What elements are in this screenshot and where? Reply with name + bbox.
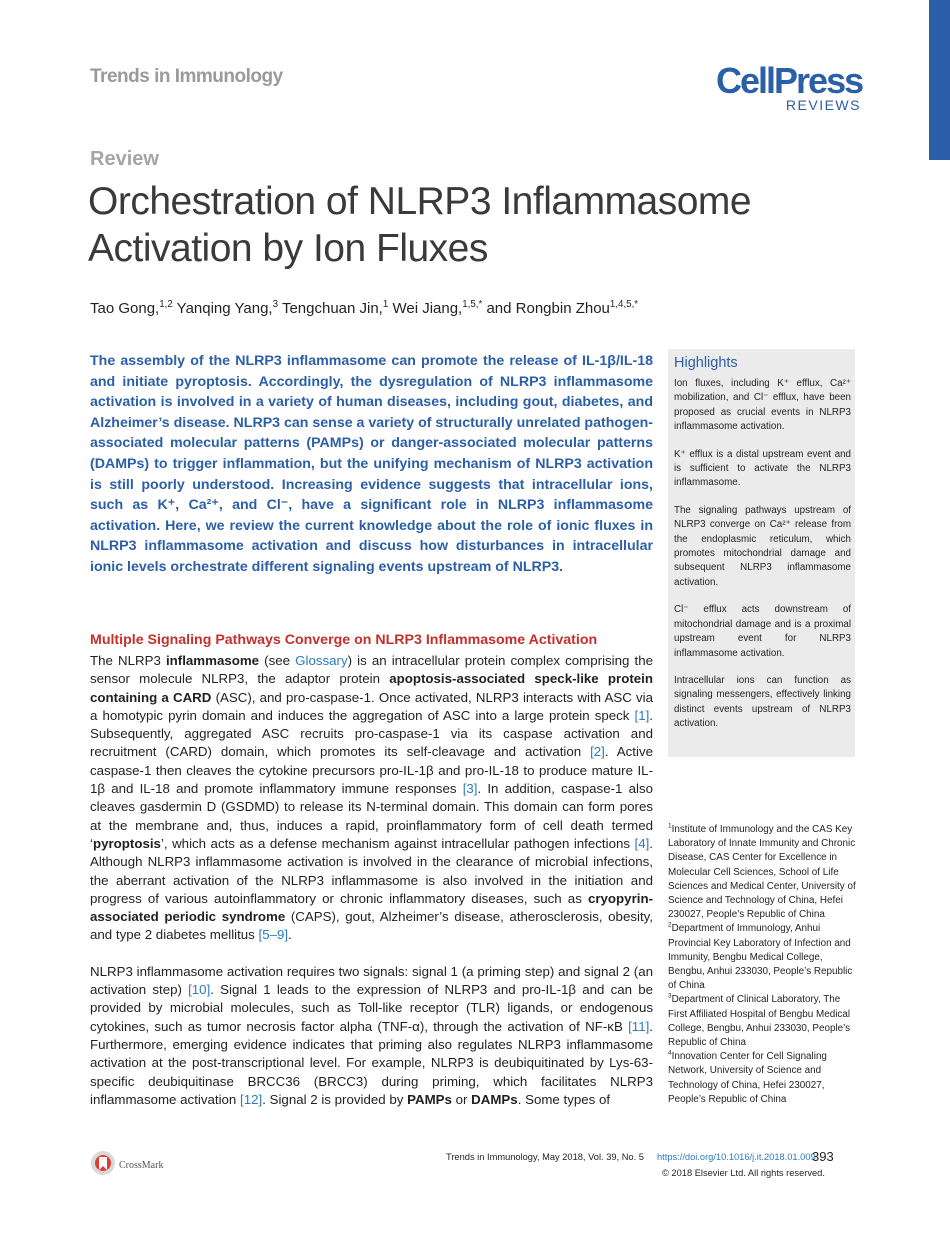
highlight-item: Intracellular ions can function as signaling messengers, effectively linking distinct events upstream of NLRP3 activation. [674,674,851,730]
reference-link[interactable]: [2] [590,744,605,760]
highlight-item: Cl⁻ efflux acts downstream of mitochondrial damage and is a proximal upstream event for NLRP3 inflammasome activation. [674,604,851,659]
author-affiliation-sup: 1,4,5,* [609,299,639,310]
section-heading: Multiple Signaling Pathways Converge on NLRP3 Inflammasome Activation [90,632,598,648]
glossary-term: cryopyrin-associated periodic syndrome [90,890,653,925]
reference-link[interactable]: [11] [628,1018,650,1034]
affiliation-sup: 3 [668,993,672,1001]
author-list [90,300,638,317]
article-type: Review [90,148,159,170]
author-affiliation-sup: 1,2 [159,299,173,310]
doi-link[interactable]: https://doi.org/10.1016/j.it.2018.01.009 [657,1152,816,1162]
reference-link[interactable]: [4] [634,835,650,851]
affiliation-item [668,922,862,993]
author: Tengchuan Jin, [278,300,383,317]
journal-citation: Trends in Immunology, May 2018, Vol. 39, No. 5 [446,1152,644,1162]
reference-link[interactable]: [3] [462,781,478,797]
reference-link[interactable]: [10] [188,982,211,998]
author: Yanqing Yang, [172,300,273,317]
journal-name: Trends in Immunology [90,66,283,87]
affiliation-sup: 4 [668,1049,672,1057]
body-text [90,652,653,1127]
reference-link[interactable]: [5–9] [258,927,289,943]
highlights-box [668,349,855,757]
crossmark-icon[interactable] [90,1150,116,1181]
page-number: 393 [812,1149,834,1164]
affiliation-item [668,993,862,1050]
author: Wei Jiang, [388,300,463,317]
affiliation-sup: 2 [668,922,672,930]
affiliation-text: Department of Clinical Laboratory, The First Affiliated Hospital of Bengbu Medical College, Bengbu, Anhui 233030, People’s Republic of China [668,994,851,1049]
logo-reviews-text: REVIEWS [785,97,861,113]
highlight-item: K⁺ efflux is a distal upstream event and is sufficient to activate the NLRP3 inflammasome. [674,448,851,489]
glossary-term: inflammasome [165,653,260,668]
affiliation-text: Innovation Center for Cell Signaling Network, University of Science and Technology of China, Hefei 230027, People’s Republic of China [668,1051,827,1105]
reference-link[interactable]: Glossary [295,653,348,668]
author-affiliation-sup: 1 [382,299,389,310]
glossary-term: pyroptosis [92,835,161,851]
glossary-term: PAMPs [407,1091,452,1107]
reference-link[interactable]: [1] [634,707,650,723]
body-paragraph-2: NLRP3 inflammasome activation requires two signals: signal 1 (a priming step) and signal 2 (an activation step) [10]. Signal 1 leads to the expression of NLRP3 and pro-IL-1β and can be provided by microbial molecules, such as Toll-like receptor (TLR) ligands, or endogenous cytokines, such as tumor necrosis factor alpha (TNF-α), through the activation of NF-κB [11]. Furthermore, emerging evidence indicates that priming also regulates NLRP3 inflammasome activation at the post-transcriptional level. For example, NLRP3 is deubiquitinated by Lys-63-specific deubiquitinase BRCC36 (BRCC3) during priming, which facilitates NLRP3 inflammasome activation [12]. Signal 2 is provided by PAMPs or DAMPs. Some types of [90,963,653,1107]
author-affiliation-sup: 1,5,* [462,299,483,310]
author: Tao Gong, [90,300,160,317]
highlights-title: Highlights [674,355,738,371]
crossmark-label[interactable]: CrossMark [119,1160,164,1171]
copyright-notice: © 2018 Elsevier Ltd. All rights reserved. [662,1168,825,1178]
cellpress-logo [716,60,863,113]
article-title: Orchestration of NLRP3 Inflammasome Activation by Ion Fluxes [88,180,752,270]
section-color-tab [929,0,950,160]
highlight-item: Ion fluxes, including K⁺ efflux, Ca²⁺ mobilization, and Cl⁻ efflux, have been proposed as crucial events in NLRP3 inflammasome activation. [674,378,851,433]
affiliation-item [668,1050,862,1107]
author: and Rongbin Zhou [482,300,610,317]
logo-cellpress-text: CellPress [716,60,863,101]
author-affiliation-sup: 3 [272,299,279,310]
highlight-item: The signaling pathways upstream of NLRP3 converge on Ca²⁺ release from the endoplasmic reticulum, which promotes mitochondrial damage and subsequent NLRP3 inflammasome activation. [674,504,851,588]
affiliation-sup: 1 [668,822,672,830]
affiliations [668,823,862,1107]
affiliation-item [668,823,862,922]
affiliation-text: Department of Immunology, Anhui Provincial Key Laboratory of Infection and Immunity, Bengbu Medical College, Bengbu, Anhui 233030, People’s Republic of China [668,923,853,992]
glossary-term: apoptosis-associated speck-like protein containing a CARD [90,671,653,705]
glossary-term: DAMPs [471,1091,518,1107]
affiliation-text: Institute of Immunology and the CAS Key Laboratory of Innate Immunity and Chronic Disease, CAS Center for Excellence in Molecular Cell Sciences, School of Life Sciences and Medical Center, University of Science and Technology of China, Hefei 230027, People’s Republic of China [668,824,856,921]
abstract: The assembly of the NLRP3 inflammasome can promote the release of IL-1β/IL-18 and initiate pyroptosis. Accordingly, the dysregulation of NLRP3 inflammasome activation is involved in a variety of human diseases, including gout, diabetes, and Alzheimer’s disease. NLRP3 can sense a variety of structurally unrelated pathogen-associated molecular patterns (PAMPs) or danger-associated molecular patterns (DAMPs) to trigger inflammation, but the unifying mechanism of NLRP3 activation is still poorly understood. Increasing evidence suggests that intracellular ions, such as K⁺, Ca²⁺, and Cl⁻, have a significant role in NLRP3 inflammasome activation. Here, we review the current knowledge about the role of ionic fluxes in NLRP3 inflammasome activation and discuss how disturbances in intracellular ionic levels orchestrate different signaling events upstream of NLRP3. [90,353,653,575]
reference-link[interactable]: [12] [240,1091,263,1107]
body-paragraph-1: The NLRP3 inflammasome (see Glossary) is an intracellular protein complex comprising the sensor molecule NLRP3, the adaptor protein apoptosis-associated speck-like protein containing a CARD (ASC), and pro-caspase-1. Once activated, NLRP3 interacts with ASC via a homotypic pyrin domain and induces the aggregation of ASC into a large protein speck [1]. Subsequently, aggregated ASC recruits pro-caspase-1 via its caspase activation and recruitment (CARD) domain, which promotes its self-cleavage and activation [2]. Active caspase-1 then cleaves the cytokine precursors pro-IL-1β and pro-IL-18 to produce mature IL-1β and IL-18 and promote inflammatory immune responses [3]. In addition, caspase-1 also cleaves gasdermin D (GSDMD) to release its N-terminal domain. This domain can form pores at the membrane and, thus, induces a rapid, proinflammatory form of cell death termed ‘pyroptosis’, which acts as a defense mechanism against intracellular pathogen infections [4]. Although NLRP3 inflammasome activation is involved in the clearance of microbial infections, the aberrant activation of the NLRP3 inflammasome is also involved in the initiation and progress of various autoinflammatory or chronic inflammatory diseases, such as cryopyrin-associated periodic syndrome (CAPS), gout, Alzheimer’s disease, atherosclerosis, obesity, and type 2 diabetes mellitus [5–9]. [90,653,653,943]
